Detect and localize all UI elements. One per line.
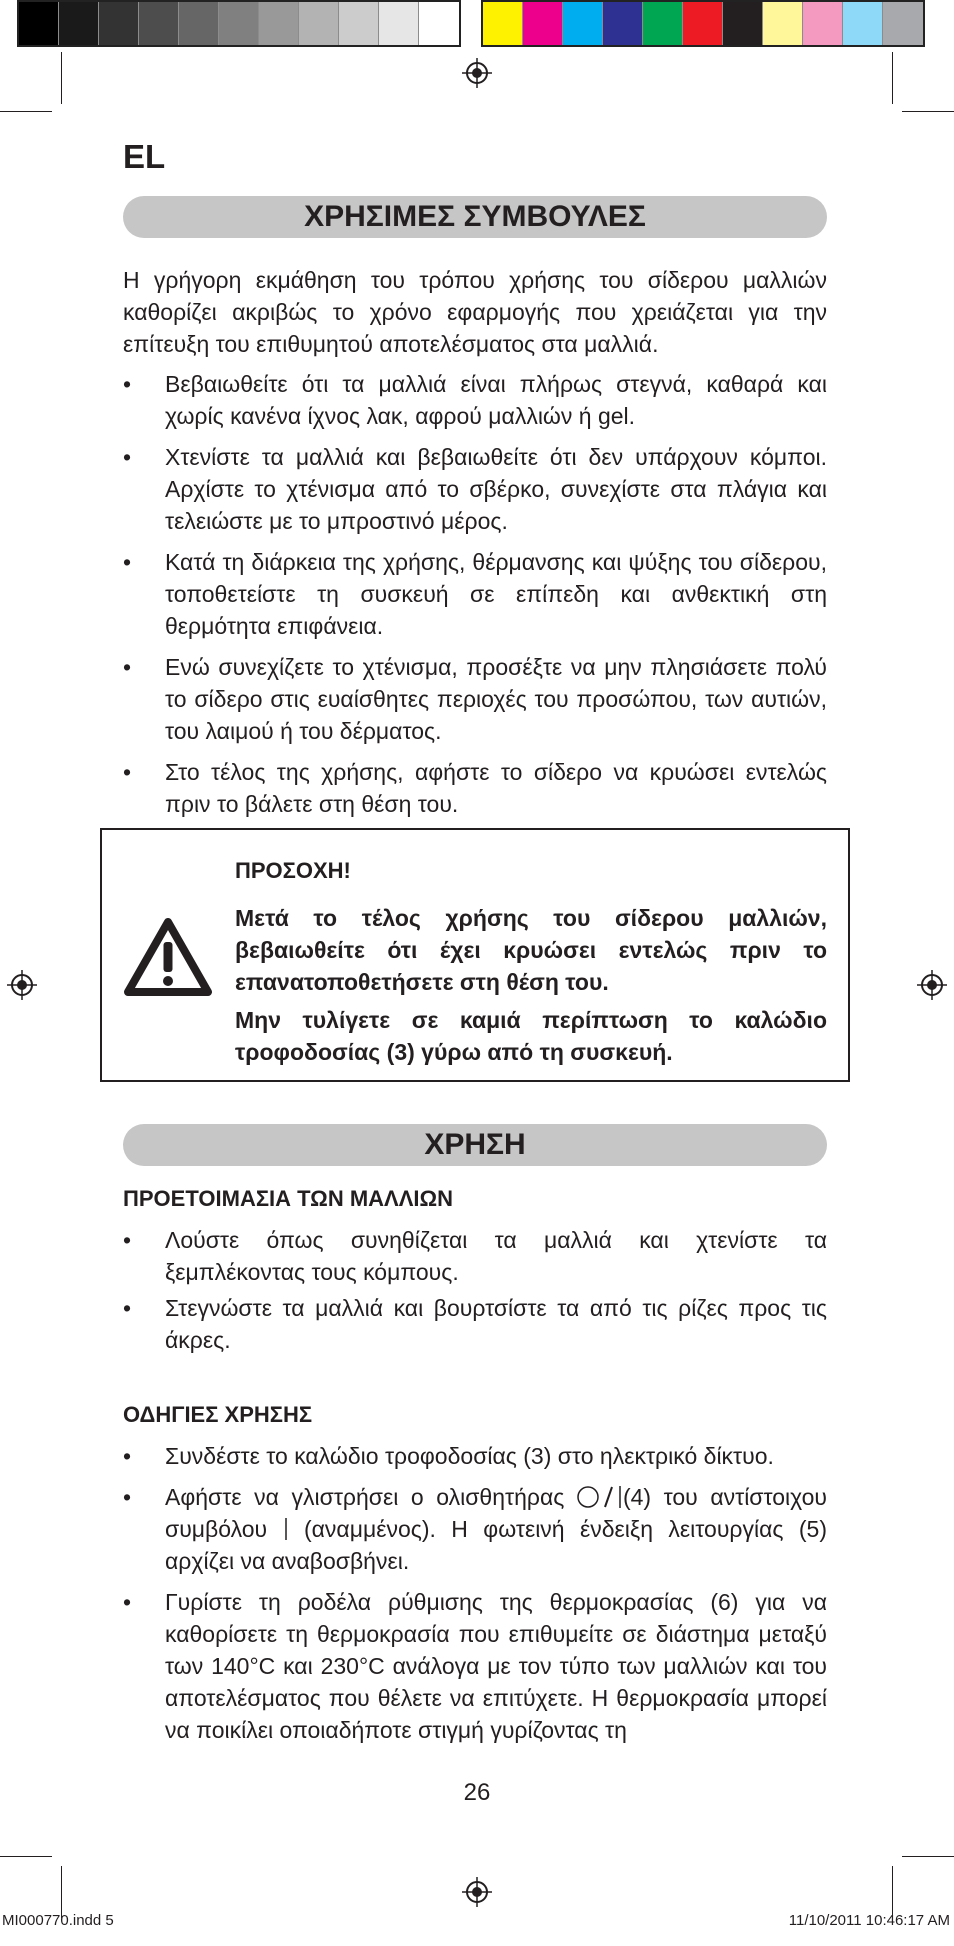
bullet: • (123, 1443, 132, 1469)
color-swatch (299, 2, 339, 45)
color-swatch (179, 2, 219, 45)
list-item (123, 441, 827, 537)
list-item (123, 368, 827, 432)
color-swatch (419, 2, 459, 45)
list-item (123, 546, 827, 642)
crop-mark (892, 1866, 893, 1918)
registration-mark-icon (917, 970, 947, 1000)
list-item-text: Βεβαιωθείτε ότι τα μαλλιά είναι πλήρως στεγνά, καθαρά και χωρίς κανένα ίχνος λακ, αφρού μαλλιών ή gel. (165, 371, 827, 429)
crop-mark (61, 1866, 62, 1918)
list-item-text: (αναμμένος). Η φωτεινή ένδειξη λειτουργίας (5) αρχίζει να αναβοσβήνει. (165, 1516, 827, 1574)
bullet: • (123, 1227, 132, 1253)
list-item-text: Συνδέστε το καλώδιο τροφοδοσίας (3) στο ηλεκτρικό δίκτυο. (165, 1443, 774, 1469)
color-swatch (683, 2, 723, 45)
registration-mark-icon (7, 970, 37, 1000)
crop-mark (61, 52, 62, 104)
crop-mark (892, 52, 893, 104)
page-number: 26 (463, 1779, 491, 1806)
color-swatch (59, 2, 99, 45)
list-item-text: Στο τέλος της χρήσης, αφήστε το σίδερο να κρυώσει εντελώς πριν το βάλετε στη θέση του. (165, 759, 827, 817)
list-item-text: Κατά τη διάρκεια της χρήσης, θέρμανσης και ψύξης του σίδερου, τοποθετείστε τη συσκευή σε επίπεδη και ανθεκτική στη θερμότητα επιφάνεια. (165, 549, 827, 639)
instructions-list (123, 1440, 827, 1755)
slug-file-name: MI000770.indd 5 (2, 1912, 114, 1929)
slug-timestamp: 11/10/2011 10:46:17 AM (788, 1912, 950, 1929)
power-switch-symbol-icon (577, 1485, 623, 1509)
list-item-text: Στεγνώστε τα μαλλιά και βουρτσίστε τα από τις ρίζες προς τις άκρες. (165, 1295, 827, 1353)
preparation-list (123, 1224, 827, 1360)
list-item-text: Λούστε όπως συνηθίζεται τα μαλλιά και χτενίστε τα ξεμπλέκοντας τους κόμπους. (165, 1227, 827, 1285)
color-swatch (763, 2, 803, 45)
bullet: • (123, 759, 132, 785)
warning-text-2: Μην τυλίγετε σε καμιά περίπτωση το καλώδιο τροφοδοσίας (3) γύρω από τη συσκευή. (235, 1007, 827, 1065)
list-item (123, 651, 827, 747)
list-item (123, 1224, 827, 1288)
subheading-instructions: ΟΔΗΓΙΕΣ ΧΡΗΣΗΣ (123, 1402, 313, 1427)
list-item (123, 1440, 827, 1472)
bullet: • (123, 444, 132, 470)
list-item-text: Γυρίστε τη ροδέλα ρύθμισης της θερμοκρασίας (6) για να καθορίσετε τη θερμοκρασία που επιθυμείτε σε διάστημα μεταξύ των 140°C και 230°C ανάλογα με τον τύπο των μαλλιών και του αποτελέσματος που θέλετε να επιτύχετε. Η θερμοκρασία μπορεί να ποικίλει οποιαδήποτε στιγμή γυρίζοντας τη (165, 1589, 827, 1743)
crop-mark (902, 1856, 954, 1857)
bullet: • (123, 1295, 132, 1321)
bullet: • (123, 1484, 132, 1510)
crop-mark (0, 111, 52, 112)
color-swatch (99, 2, 139, 45)
list-item-text: Ενώ συνεχίζετε το χτένισμα, προσέξτε να μην πλησιάσετε πολύ το σίδερο στις ευαίσθητες περιοχές του προσώπου, των αυτιών, του λαιμού ή του δέρματος. (165, 654, 827, 744)
bullet: • (123, 1589, 132, 1615)
bullet: • (123, 371, 132, 397)
list-item-text: Χτενίστε τα μαλλιά και βεβαιωθείτε ότι δεν υπάρχουν κόμποι. Αρχίστε το χτένισμα από το σβέρκο, συνεχίστε στα πλάγια και τελειώστε με το μπροστινό μέρος. (165, 444, 827, 534)
list-item-text: Αφήστε να γλιστρήσει ο ολισθητήρας (165, 1484, 577, 1510)
bullet: • (123, 549, 132, 575)
tips-intro: Η γρήγορη εκμάθηση του τρόπου χρήσης του σίδερου μαλλιών καθορίζει ακριβώς το χρόνο εφαρμογής που χρειάζεται για την επίτευξη του επιθυμητού αποτελέσματος στα μαλλιά. (123, 267, 827, 357)
list-item (123, 1292, 827, 1356)
bullet: • (123, 654, 132, 680)
list-item-text: (4) του αντίστοιχου συμβόλου (165, 1484, 827, 1542)
list-item (123, 1481, 827, 1577)
section-heading-tips: ΧΡΗΣΙΜΕΣ ΣΥΜΒΟΥΛΕΣ (123, 196, 827, 238)
registration-mark-icon (462, 1877, 492, 1907)
color-swatch (523, 2, 563, 45)
color-swatch (483, 2, 523, 45)
grayscale-color-bar (17, 0, 461, 47)
process-color-bar (481, 0, 925, 47)
color-swatch (723, 2, 763, 45)
color-swatch (603, 2, 643, 45)
language-code: EL (123, 138, 166, 175)
warning-triangle-icon (123, 916, 213, 998)
warning-text-1: Μετά το τέλος χρήσης του σίδερου μαλλιών, βεβαιωθείτε ότι έχει κρυώσει εντελώς πριν το επανατοποθετήσετε στη θέση του. (235, 905, 827, 995)
color-swatch (883, 2, 923, 45)
tips-list (123, 368, 827, 829)
registration-mark-icon (462, 58, 492, 88)
list-item (123, 1586, 827, 1746)
crop-mark (0, 1856, 52, 1857)
color-swatch (219, 2, 259, 45)
color-swatch (379, 2, 419, 45)
warning-title: ΠΡΟΣΟΧΗ! (235, 858, 351, 883)
color-swatch (19, 2, 59, 45)
subheading-hair-preparation: ΠΡΟΕΤΟΙΜΑΣΙΑ ΤΩΝ ΜΑΛΛΙΩΝ (123, 1186, 454, 1211)
color-swatch (843, 2, 883, 45)
color-swatch (643, 2, 683, 45)
color-swatch (803, 2, 843, 45)
crop-mark (902, 111, 954, 112)
section-heading-usage: ΧΡΗΣΗ (123, 1124, 827, 1166)
color-swatch (563, 2, 603, 45)
color-swatch (259, 2, 299, 45)
color-swatch (339, 2, 379, 45)
color-swatch (139, 2, 179, 45)
list-item (123, 756, 827, 820)
